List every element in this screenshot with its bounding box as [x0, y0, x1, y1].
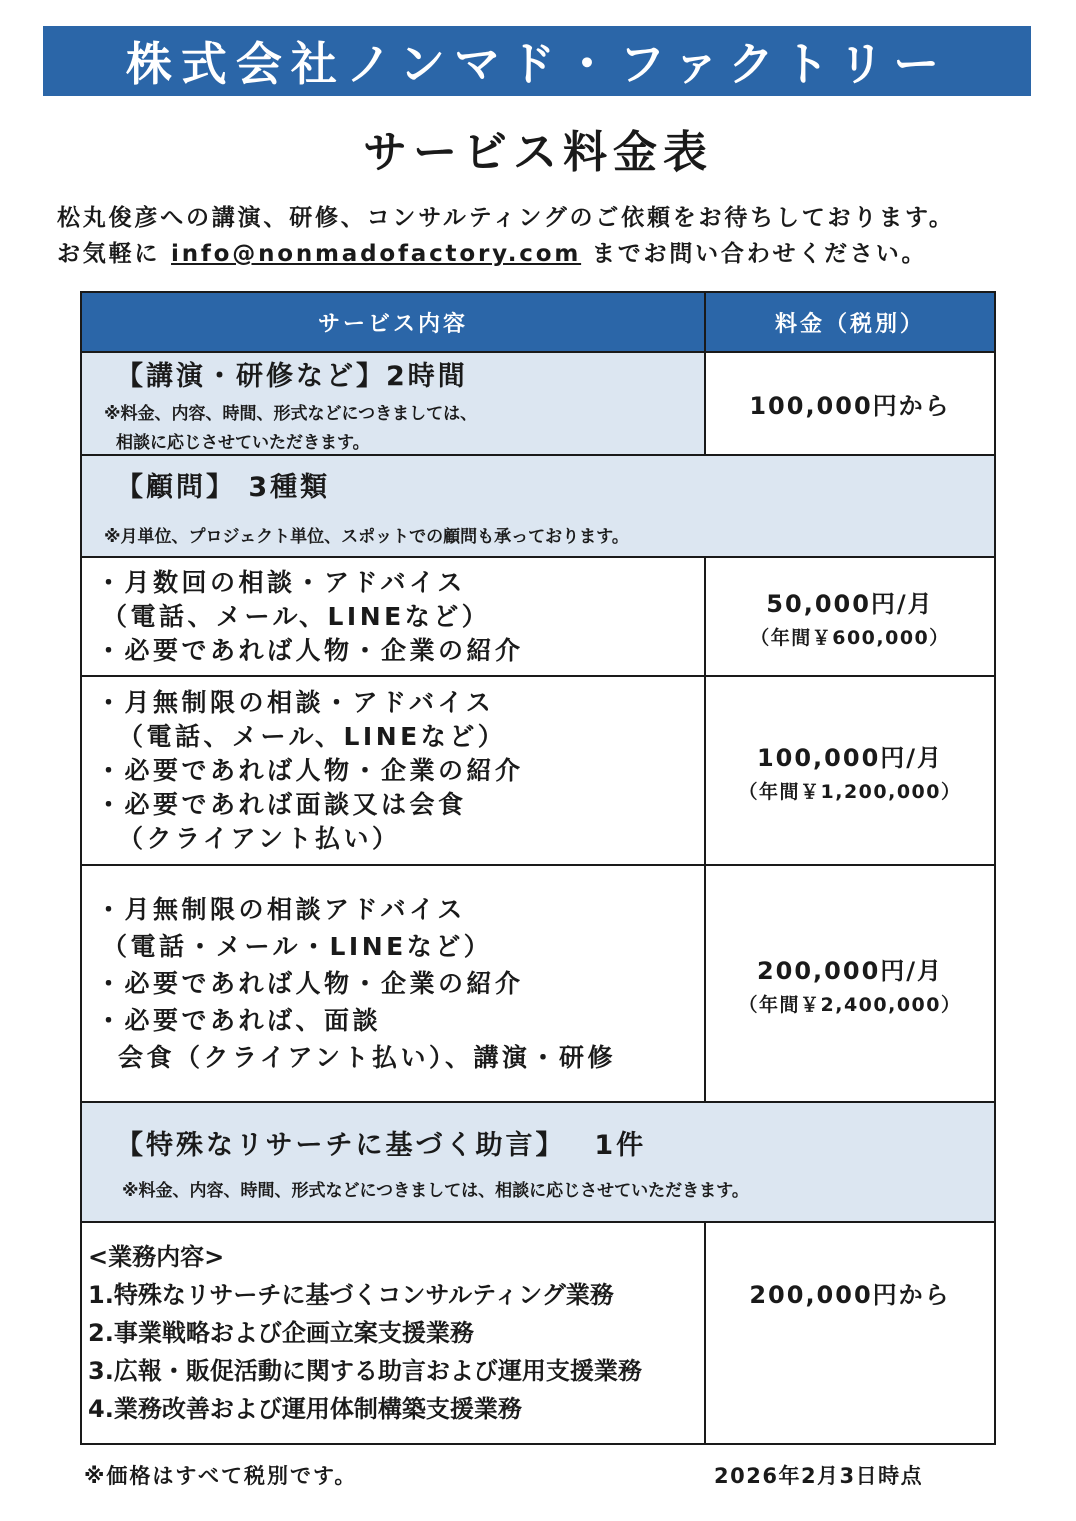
advisor-title: 【顧問】 3種類 — [116, 472, 331, 503]
lecture-row — [81, 352, 995, 455]
plan-1-line-2: （電話、メール、LINEなど） — [102, 601, 491, 631]
advisor-note: ※月単位、プロジェクト単位、スポットでの顧問も承っております。 — [104, 527, 629, 547]
plan-2-line-2: （電話、メール、LINEなど） — [118, 721, 507, 751]
plan-1-price: 50,000円/月 — [766, 589, 934, 618]
research-section-cell — [81, 1102, 995, 1222]
research-price-cell — [705, 1222, 995, 1444]
plan-3-price: 200,000円/月 — [756, 956, 944, 985]
task-item-4: 4.業務改善および運用体制構築支援業務 — [88, 1395, 522, 1423]
plan-2-line-3: ・必要であれば人物・企業の紹介 — [96, 755, 524, 785]
plan-2-content-cell — [81, 676, 705, 865]
intro-line-1: 松丸俊彦への講演、研修、コンサルティングのご依頼をお待ちしております。 — [57, 205, 955, 231]
task-item-3: 3.広報・販促活動に関する助言および運用支援業務 — [88, 1357, 642, 1385]
intro-text — [57, 200, 1067, 272]
page-title: サービス料金表 — [363, 127, 713, 178]
research-title: 【特殊なリサーチに基づく助言】 1件 — [116, 1130, 647, 1161]
plan-3-line-4: ・必要であれば、面談 — [96, 1006, 382, 1035]
lecture-price-cell — [705, 352, 995, 455]
plan-1-line-3: ・必要であれば人物・企業の紹介 — [96, 635, 524, 665]
company-banner — [43, 26, 1031, 96]
advisor-section-cell — [81, 455, 995, 557]
plan-3-content-cell — [81, 865, 705, 1102]
plan-2-price-cell — [705, 676, 995, 865]
as-of-date: 2026年2月3日時点 — [714, 1464, 924, 1488]
lecture-content-cell — [81, 352, 705, 455]
plan-2-line-1: ・月無制限の相談・アドバイス — [96, 687, 495, 717]
intro-line-2-suffix: までお問い合わせください。 — [581, 241, 928, 267]
plan-row-1 — [81, 557, 995, 676]
company-name: 株式会社ノンマド・ファクトリー — [125, 37, 949, 91]
header-price: 料金（税別） — [705, 292, 995, 352]
task-item-1: 1.特殊なリサーチに基づくコンサルティング業務 — [88, 1281, 614, 1309]
plan-3-annual: （年間￥2,400,000） — [738, 993, 962, 1016]
plan-3-line-3: ・必要であれば人物・企業の紹介 — [96, 969, 524, 998]
research-price: 200,000円から — [749, 1281, 951, 1309]
plan-1-price-cell — [705, 557, 995, 676]
lecture-title: 【講演・研修など】2時間 — [116, 361, 468, 392]
research-detail-row — [81, 1222, 995, 1444]
plan-row-3 — [81, 865, 995, 1102]
task-item-2: 2.事業戦略および企画立案支援業務 — [88, 1319, 474, 1347]
tax-note: ※価格はすべて税別です。 — [84, 1464, 358, 1488]
lecture-note-2: 相談に応じさせていただきます。 — [116, 433, 370, 453]
research-tasks-cell — [81, 1222, 705, 1444]
plan-3-price-cell — [705, 865, 995, 1102]
plan-1-line-1: ・月数回の相談・アドバイス — [96, 567, 466, 597]
tasks-heading: <業務内容> — [88, 1243, 225, 1271]
plan-1-content-cell — [81, 557, 705, 676]
plan-3-line-2: （電話・メール・LINEなど） — [102, 932, 493, 961]
intro-line-2 — [57, 236, 1067, 272]
contact-email-link[interactable]: info@nonmadofactory.com — [171, 241, 582, 267]
plan-3-line-5: 会食（クライアント払い）、講演・研修 — [118, 1043, 617, 1072]
plan-3-line-1: ・月無制限の相談アドバイス — [96, 895, 466, 924]
header-service-content: サービス内容 — [81, 292, 705, 352]
research-note: ※料金、内容、時間、形式などにつきましては、相談に応じさせていただきます。 — [122, 1181, 749, 1201]
plan-row-2 — [81, 676, 995, 865]
table-header-row — [81, 292, 995, 352]
plan-2-line-4: ・必要であれば面談又は会食 — [96, 789, 467, 819]
plan-1-annual: （年間￥600,000） — [750, 626, 950, 649]
lecture-note-1: ※料金、内容、時間、形式などにつきましては、 — [104, 404, 478, 424]
lecture-price: 100,000円から — [749, 392, 951, 420]
advisor-row — [81, 455, 995, 557]
price-table — [80, 291, 996, 1445]
plan-2-annual: （年間￥1,200,000） — [738, 780, 962, 803]
plan-2-line-5: （クライアント払い） — [118, 823, 401, 853]
plan-2-price: 100,000円/月 — [756, 743, 944, 772]
research-row — [81, 1102, 995, 1222]
intro-line-2-prefix: お気軽に — [57, 241, 172, 267]
